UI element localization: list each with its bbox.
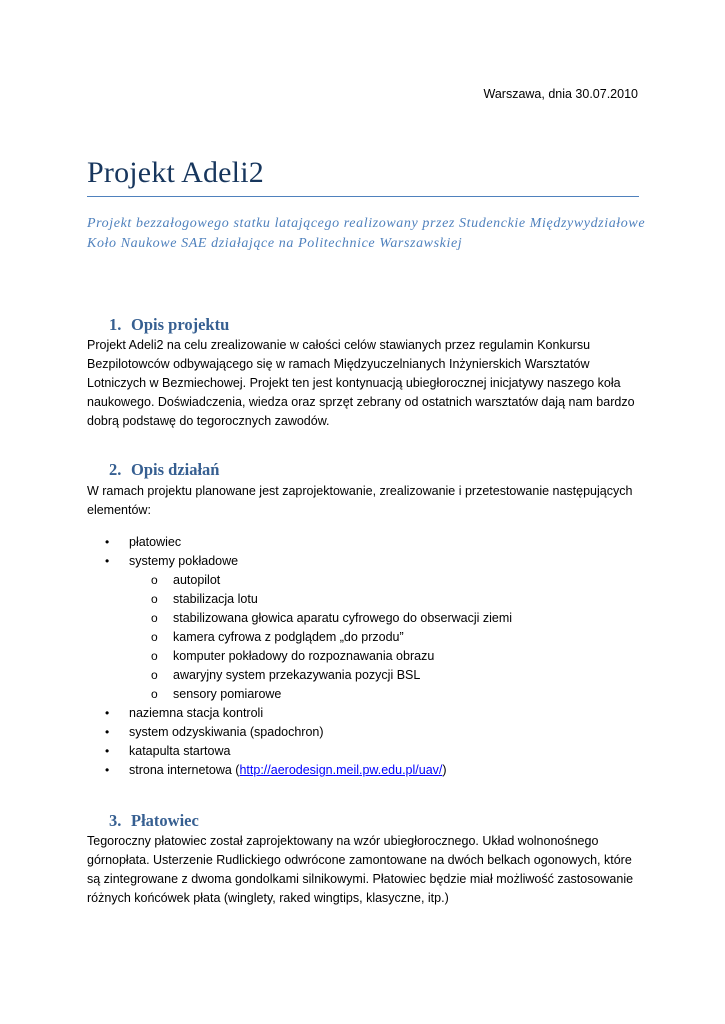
section-title: Opis projektu [131, 315, 230, 334]
circle-bullet-icon: o [151, 611, 158, 625]
section-paragraph: W ramach projektu planowane jest zaprojektowanie, zrealizowanie i przetestowanie następujących elementów: [87, 484, 633, 517]
list-item: • katapulta startowa [87, 742, 647, 761]
circle-bullet-icon: o [151, 668, 158, 682]
circle-bullet-icon: o [151, 687, 158, 701]
bullet-icon: • [105, 763, 110, 777]
bullet-icon: • [105, 535, 110, 549]
bullet-icon: • [105, 706, 110, 720]
circle-bullet-icon: o [151, 592, 158, 606]
section-heading-opis-projektu [109, 315, 229, 335]
sub-list-item: o komputer pokładowy do rozpoznawania obrazu [87, 647, 647, 666]
section-heading-opis-dzialan [109, 460, 220, 480]
section-paragraph: Tegoroczny płatowiec został zaprojektowany na wzór ubiegłorocznego. Układ wolnonośnego górnopłata. Usterzenie Rudlickiego odwrócone zamontowane na dwóch belkach ogonowych, które są zintegrowane z dwoma gondolkami silnikowymi. Płatowiec będzie miał możliwość zastosowanie różnych końcówek płata (winglety, raked wingtips, klasyczne, itp.) [87, 834, 634, 905]
section-number: 2. [109, 460, 122, 479]
sub-list-item: o stabilizowana głowica aparatu cyfrowego do obserwacji ziemi [87, 609, 647, 628]
sub-list-item: o sensory pomiarowe [87, 685, 647, 704]
website-link[interactable]: http://aerodesign.meil.pw.edu.pl/uav/ [239, 763, 443, 777]
elements-list [87, 533, 647, 780]
date-line: Warszawa, dnia 30.07.2010 [483, 87, 638, 101]
section-number: 1. [109, 315, 122, 334]
sub-list-item: o kamera cyfrowa z podglądem „do przodu” [87, 628, 647, 647]
section-paragraph: Projekt Adeli2 na celu zrealizowanie w całości celów stawianych przez regulamin Konkursu Bezpilotowców odbywającego się w ramach Międzyuczelnianych Inżynierskich Warsztatów Lotniczych w Bezmiechowej. Projekt ten jest kontynuacją ubiegłorocznej inicjatywy naszego koła naukowego. Doświadczenia, wiedza oraz sprzęt zebrany od ostatnich warsztatów dają nam bardzo dobrą podstawę do tegorocznych zawodów. [87, 338, 635, 428]
circle-bullet-icon: o [151, 630, 158, 644]
bullet-icon: • [105, 725, 110, 739]
title-divider [87, 196, 639, 197]
bullet-icon: • [105, 554, 110, 568]
bullet-icon: • [105, 744, 110, 758]
sub-list-item: o autopilot [87, 571, 647, 590]
document-subtitle: Projekt bezzałogowego statku latającego realizowany przez Studenckie Międzywydziałowe Koło Naukowe SAE działające na Politechnice Warszawskiej [87, 216, 646, 251]
sub-list-item: o awaryjny system przekazywania pozycji BSL [87, 666, 647, 685]
document-title: Projekt Adeli2 [87, 156, 264, 189]
section-number: 3. [109, 811, 122, 830]
list-item: • systemy pokładowe [87, 552, 647, 571]
list-item: • naziemna stacja kontroli [87, 704, 647, 723]
section-heading-platowiec [109, 811, 199, 831]
list-item: • płatowiec [87, 533, 647, 552]
list-item: • strona internetowa (http://aerodesign.meil.pw.edu.pl/uav/) [87, 761, 647, 780]
circle-bullet-icon: o [151, 573, 158, 587]
list-item: • system odzyskiwania (spadochron) [87, 723, 647, 742]
section-title: Opis działań [131, 460, 220, 479]
circle-bullet-icon: o [151, 649, 158, 663]
section-title: Płatowiec [131, 811, 199, 830]
sub-list-item: o stabilizacja lotu [87, 590, 647, 609]
